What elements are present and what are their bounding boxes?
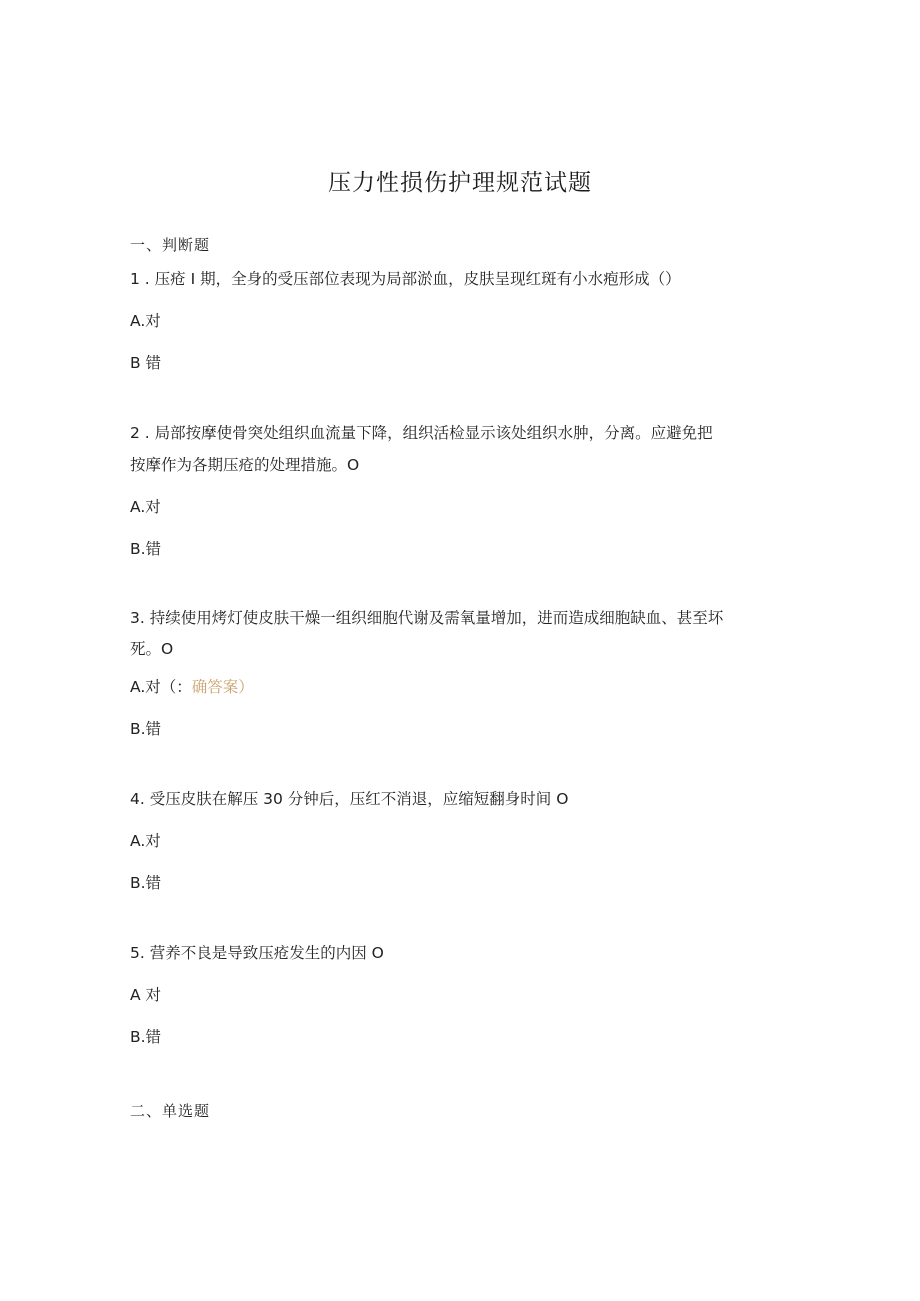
question-1-option-a: A.对 — [130, 312, 161, 330]
question-3-option-a-label: A.对（： — [130, 678, 192, 696]
question-3-option-b: B.错 — [130, 720, 162, 738]
question-5-text: 5. 营养不良是导致压疮发生的内因 O — [130, 944, 384, 962]
section-heading-true-false: 一、判断题 — [130, 236, 211, 254]
question-2-option-b: B.错 — [130, 540, 162, 558]
question-2-option-a: A.对 — [130, 498, 161, 516]
question-1-option-b: B 错 — [130, 354, 162, 372]
question-3-text-line-2: 死。O — [130, 640, 174, 658]
question-1-text: 1 . 压疮 I 期，全身的受压部位表现为局部淤血，皮肤呈现红斑有小水疱形成（） — [130, 270, 681, 288]
question-5-option-a: A 对 — [130, 986, 162, 1004]
question-2-text-line-2: 按摩作为各期压疮的处理措施。O — [130, 456, 360, 474]
question-5-option-b: B.错 — [130, 1028, 162, 1046]
question-3-answer-hint: 确答案） — [191, 678, 254, 696]
document-title: 压力性损伤护理规范试题 — [328, 170, 592, 196]
question-4-option-b: B.错 — [130, 874, 162, 892]
question-2-text-line-1: 2 . 局部按摩使骨突处组织血流量下降，组织活检显示该处组织水肿，分离。应避免把 — [130, 424, 713, 442]
question-4-option-a: A.对 — [130, 832, 161, 850]
question-3-option-a — [130, 676, 254, 698]
question-3-text-line-1: 3. 持续使用烤灯使皮肤干燥一组织细胞代谢及需氧量增加，进而造成细胞缺血、甚至坏 — [130, 609, 724, 627]
section-heading-single-choice: 二、单选题 — [130, 1102, 211, 1120]
question-4-text: 4. 受压皮肤在解压 30 分钟后，压红不消退，应缩短翻身时间 O — [130, 790, 569, 808]
